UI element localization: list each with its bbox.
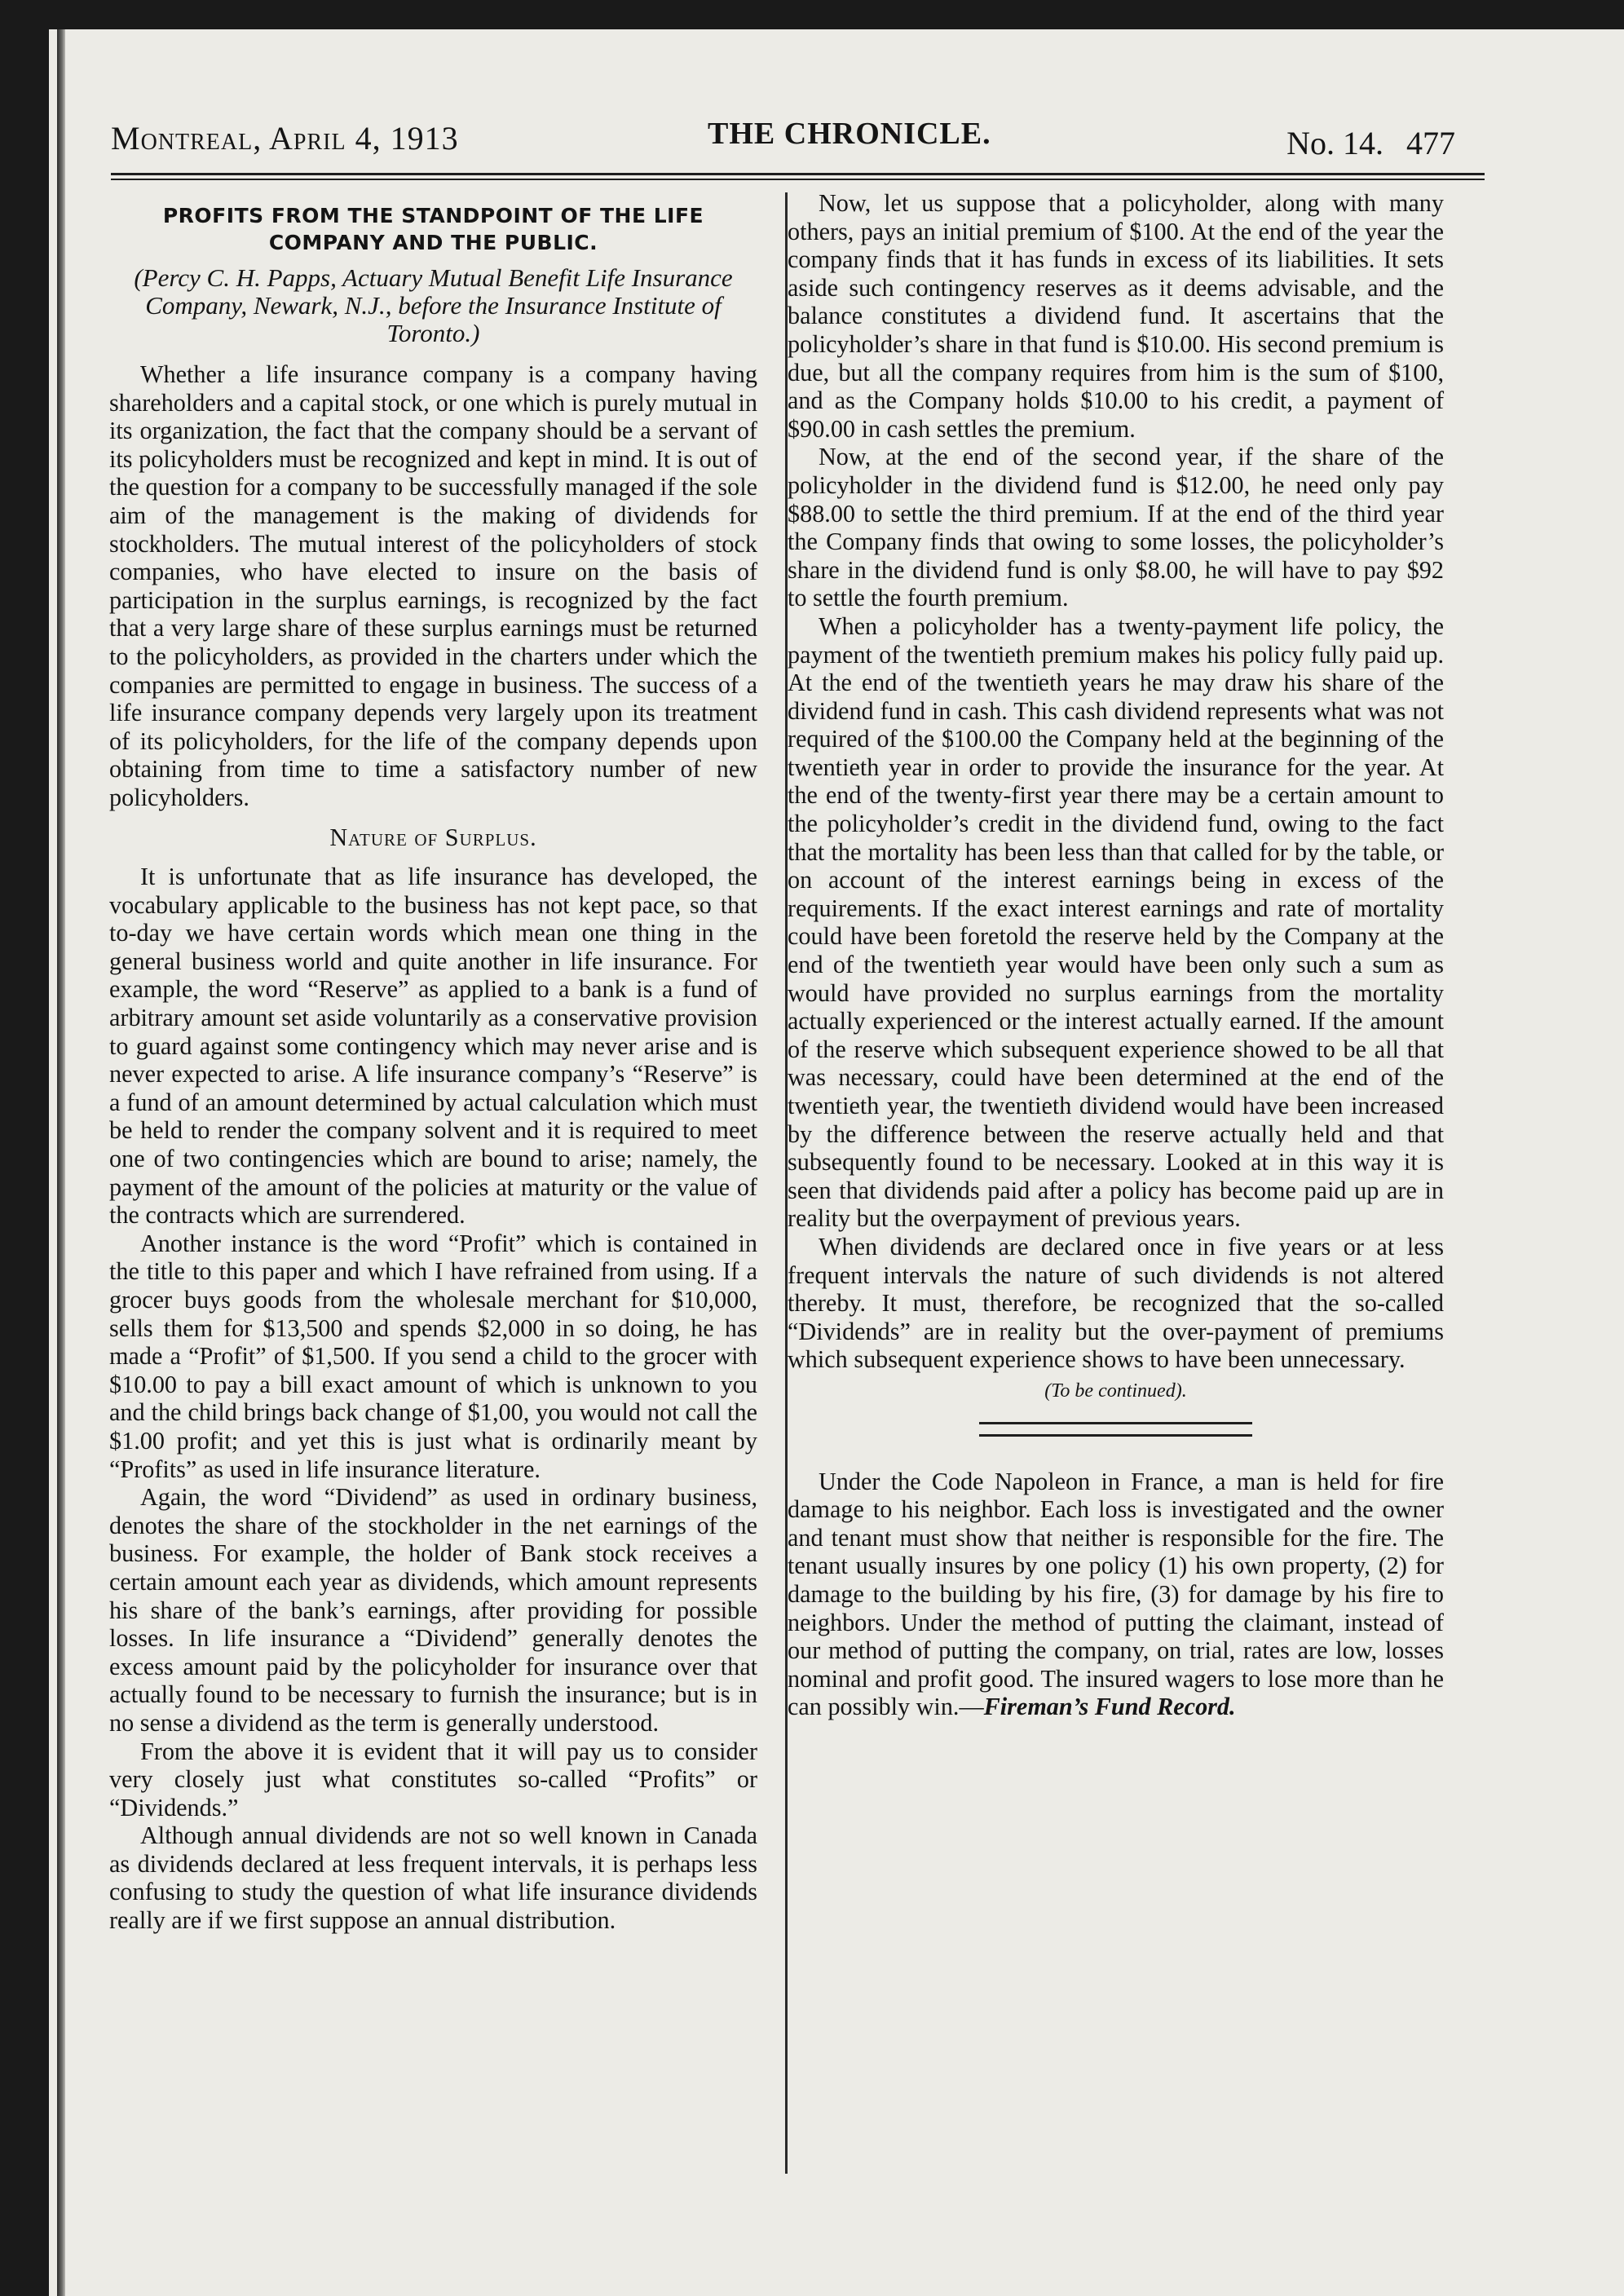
- news-item-text: Under the Code Napoleon in France, a man is held for fire damage to his neighbor. Each loss is investigated and the owner and tenant must show that neither is responsible for the fire. The tenant usually insures by one policy (1) his own property, (2) for damage to the building by his fire, (3) for damage by his fire to neighbors. Under the method of putting the claimant, instead of our method of putting the company, on trial, rates are low, losses nominal and profit good. The insured wagers to lose more than he can possibly win.—: [788, 1467, 1444, 1721]
- right-column: [788, 189, 1444, 1721]
- section-heading: Nature of Surplus.: [329, 823, 537, 851]
- news-item: [788, 1468, 1444, 1721]
- article-paragraph: Another instance is the word “Profit” which is contained in the title to this paper and which I have refrained from using. If a grocer buys goods from the wholesale merchant for $10,000, sells them for $13,500 and spends $2,000 in so doing, he has made a “Profit” of $1,500. If you send a child to the grocer with $10.00 to pay a bill exact amount of which is unknown to you and the child brings back change of $1,00, you would not call the $1.00 profit; and yet this is just what is ordinarily meant by “Profits” as used in life insurance literature.: [109, 1229, 757, 1483]
- article-paragraph: Although annual dividends are not so well known in Canada as dividends declared at less frequent intervals, it is perhaps less confusing to study the question of what life insurance dividends really are if we first suppose an annual distribution.: [109, 1821, 757, 1935]
- page-number: 477: [1406, 125, 1455, 161]
- news-item-source: Fireman’s Fund Record.: [983, 1693, 1236, 1721]
- article-paragraph: It is unfortunate that as life insurance has developed, the vocabulary applicable to the business has not kept pace, so that to-day we have certain words which mean one thing in the general business world and quite another in life insurance. For example, the word “Reserve” as applied to a bank is a fund of arbitrary amount set aside voluntarily as a conservative provision to guard against some contingency which may never arise and is never expected to arise. A life insurance company’s “Reserve” is a fund of an amount determined by actual calculation which must be held to render the company solvent and it is required to meet one of two contingencies which are bound to arise; namely, the payment of the amount of the policies at maturity or the value of the contracts which are surrendered.: [109, 863, 757, 1230]
- article-paragraph: Whether a life insurance company is a company having shareholders and a capital stock, or one which is purely mutual in its organization, the fact that the company should be a servant of its policyholders must be recognized and kept in mind. It is out of the question for a company to be successfully managed if the sole aim of the management is the making of dividends for stockholders. The mutual interest of the policyholders of stock companies, who have elected to insure on the basis of participation in the surplus earnings, is recognized by the fact that a very large share of these surplus earnings must be returned to the policyholders, as provided in the charters under which the companies are permitted to engage in business. The success of a life insurance company depends very largely upon its treatment of its policyholders, for the life of the company depends upon obtaining from time to time a satisfactory number of new policyholders.: [109, 360, 757, 811]
- section-separator: [979, 1422, 1252, 1437]
- article-paragraph: When a policyholder has a twenty-payment life policy, the payment of the twentieth premium makes his policy fully paid up. At the end of the twentieth years he may draw his share of the dividend fund in cash. This cash dividend represents what was not required of the $100.00 the Company held at the beginning of the twentieth year in order to provide the insurance for the year. At the end of the twenty-first year there may be a certain amount to the policyholder’s credit in the dividend fund, owing to the fact that the mortality has been less than that called for by the table, or on account of the interest earnings being in excess of the requirements. If the exact interest earnings and rate of mortality could have been foretold the reserve held by the Company at the end of the twentieth year would have been only such a sum as would have provided no surplus earnings from the mortality actually experienced or the interest actually earned. If the amount of the reserve which subsequent experience showed to be all that was necessary, could have been determined at the end of the twentieth year, the twentieth dividend would have been increased by the difference between the reserve actually held and that subsequently found to be necessary. Looked at in this way it is seen that dividends paid after a policy has become paid up are in reality but the overpayment of previous years.: [788, 612, 1444, 1233]
- article-byline: (Percy C. H. Papps, Actuary Mutual Benefit Life Insurance Company, Newark, N.J., before the Insurance Institute of Toronto.): [134, 263, 733, 347]
- page-header: [111, 90, 1485, 161]
- header-rule: [111, 173, 1485, 175]
- header-rule-thin: [111, 179, 1485, 180]
- page-spine-shadow: [57, 29, 65, 2296]
- article-paragraph: Now, let us suppose that a policyholder, along with many others, pays an initial premium of $100. At the end of the year the company finds that it has funds in excess of its liabilities. It sets aside such contingency reserves as it deems advisable, and the balance constitutes a dividend fund. It ascertains that the policyholder’s share in that fund is $10.00. His second premium is due, but all the company requires from him is the sum of $100, and as the Company holds $10.00 to his credit, a payment of $90.00 in cash settles the premium.: [788, 189, 1444, 443]
- issue-info: [1286, 124, 1455, 162]
- article-paragraph: From the above it is evident that it will pay us to consider very closely just what constitutes so-called “Profits” or “Dividends.”: [109, 1737, 757, 1821]
- article-paragraph: Again, the word “Dividend” as used in ordinary business, denotes the share of the stockholder in the net earnings of the business. For example, the holder of Bank stock receives a certain amount each year as dividends, which amount represents his share of the bank’s earnings, after providing for possible losses. In life insurance a “Dividend” generally denotes the excess amount paid by the policyholder for insurance over that actually found to be necessary to furnish the insurance; but is in no sense a dividend as the term is generally understood.: [109, 1483, 757, 1737]
- issue-number: No. 14.: [1286, 125, 1383, 161]
- left-column: [109, 189, 757, 1935]
- article-title: PROFITS FROM THE STANDPOINT OF THE LIFE COMPANY AND THE PUBLIC.: [162, 204, 704, 254]
- continued-notice: (To be continued).: [1044, 1380, 1187, 1402]
- article-paragraph: Now, at the end of the second year, if the share of the policyholder in the dividend fund is $12.00, he need only pay $88.00 to settle the third premium. If at the end of the third year the Company finds that owing to some losses, the policyholder’s share in the dividend fund is only $8.00, he will have to pay $92 to settle the fourth premium.: [788, 443, 1444, 612]
- dateline: Montreal, April 4, 1913: [111, 120, 459, 157]
- article-paragraph: When dividends are declared once in five years or at less frequent intervals the nature of such dividends is not altered thereby. It must, therefore, be recognized that the so-called “Dividends” are in reality but the over-payment of premiums which subsequent experience shows to have been unnecessary.: [788, 1232, 1444, 1374]
- publication-title: THE CHRONICLE.: [708, 117, 991, 151]
